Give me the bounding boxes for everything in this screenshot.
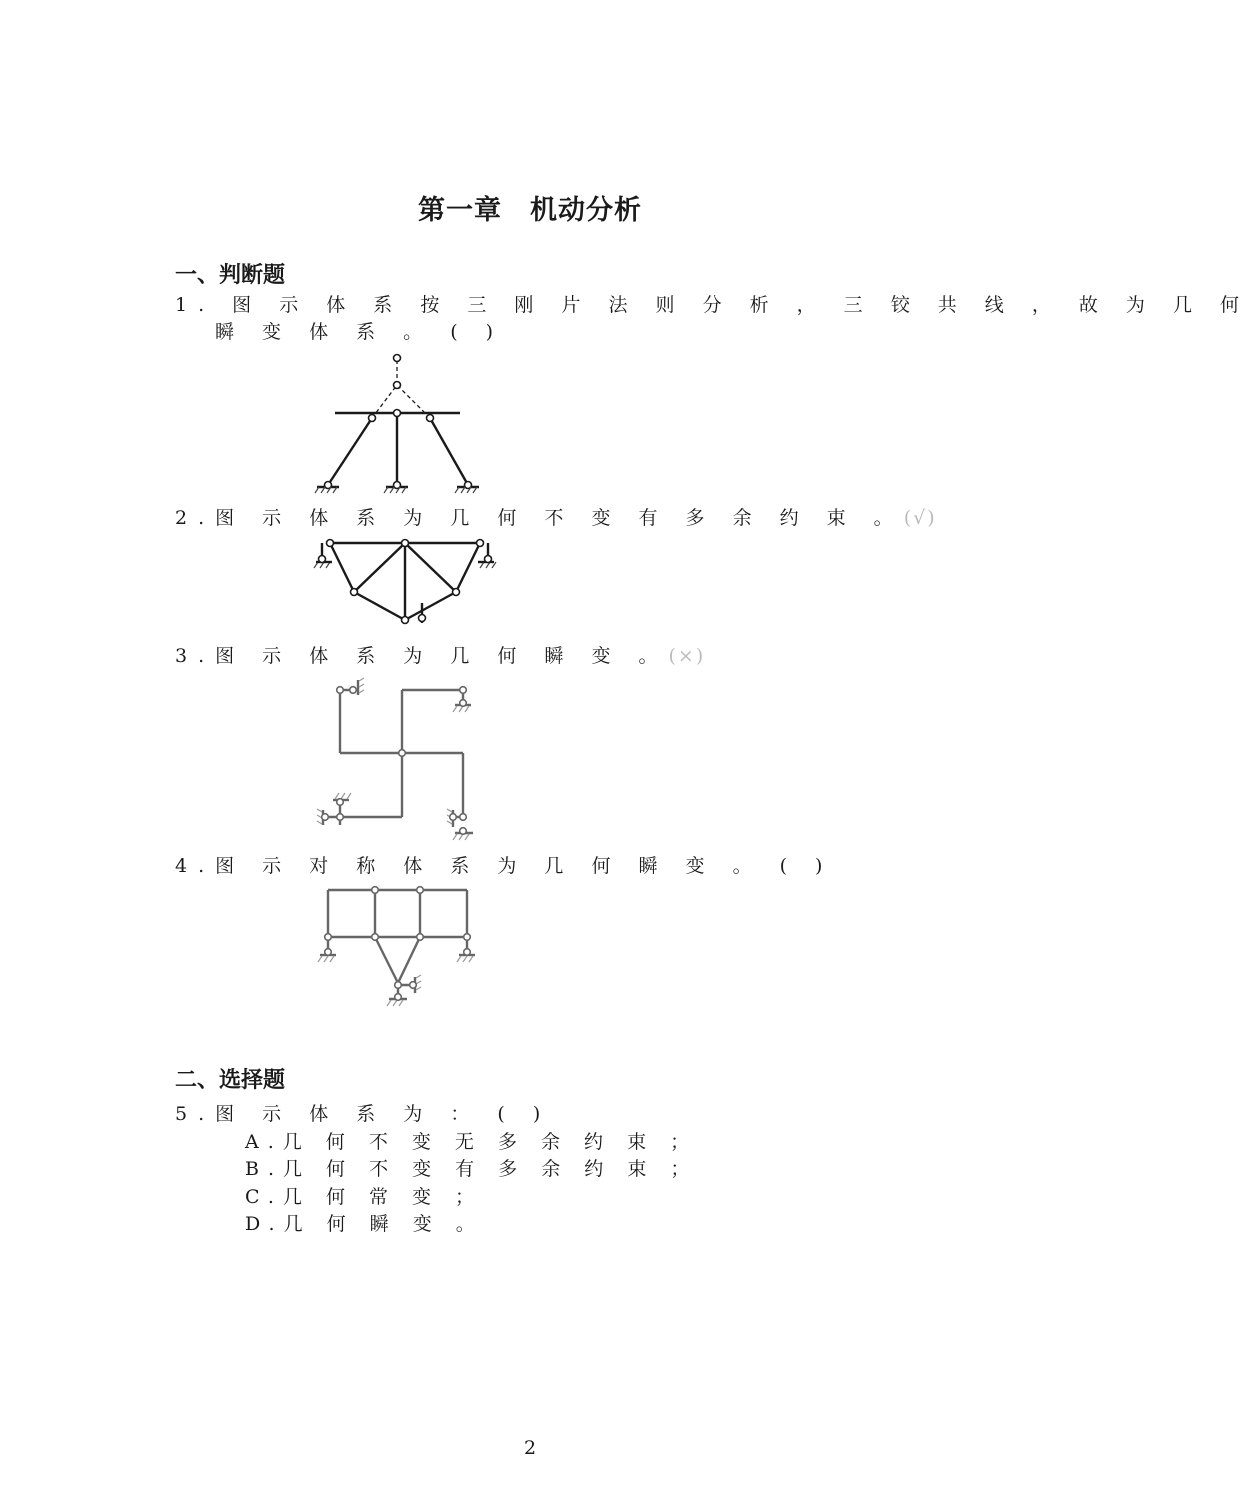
question-2-text: 2.图 示 体 系 为 几 何 不 变 有 多 余 约 束 。 bbox=[175, 507, 904, 529]
question-2-answer: (√) bbox=[903, 507, 937, 529]
question-3-text: 3.图 示 体 系 为 几 何 瞬 变 。 bbox=[175, 645, 669, 667]
option-a: A.几 何 不 变 无 多 余 约 束 ； bbox=[245, 1131, 699, 1153]
figure-1-diagram bbox=[300, 345, 500, 495]
question-5: 5.图 示 体 系 为 ： ( ) bbox=[175, 1103, 552, 1125]
figure-3-diagram bbox=[315, 675, 485, 845]
option-b: B.几 何 不 变 有 多 余 约 束 ； bbox=[245, 1158, 699, 1180]
option-d: D.几 何 瞬 变 。 bbox=[245, 1213, 484, 1235]
option-c: C.几 何 常 变 ； bbox=[245, 1186, 484, 1208]
question-2 bbox=[175, 503, 937, 530]
question-1-line-1: 1. 图 示 体 系 按 三 刚 片 法 则 分 析 ， 三 铰 共 线 ， 故 为 几 何 bbox=[175, 294, 1250, 316]
chapter-title: 第一章 机动分析 bbox=[418, 195, 642, 226]
page-number: 2 bbox=[523, 1437, 537, 1459]
figure-2-diagram bbox=[310, 535, 500, 635]
section-title-choice: 二、选择题 bbox=[175, 1068, 286, 1093]
figure-4-diagram bbox=[312, 885, 492, 1015]
question-3 bbox=[175, 641, 705, 668]
section-title-judgement: 一、判断题 bbox=[175, 263, 286, 288]
question-3-answer: (×) bbox=[668, 645, 706, 667]
question-1-line-2: 瞬 变 体 系 。 ( ) bbox=[215, 321, 505, 343]
question-4: 4.图 示 对 称 体 系 为 几 何 瞬 变 。 ( ) bbox=[175, 855, 834, 877]
